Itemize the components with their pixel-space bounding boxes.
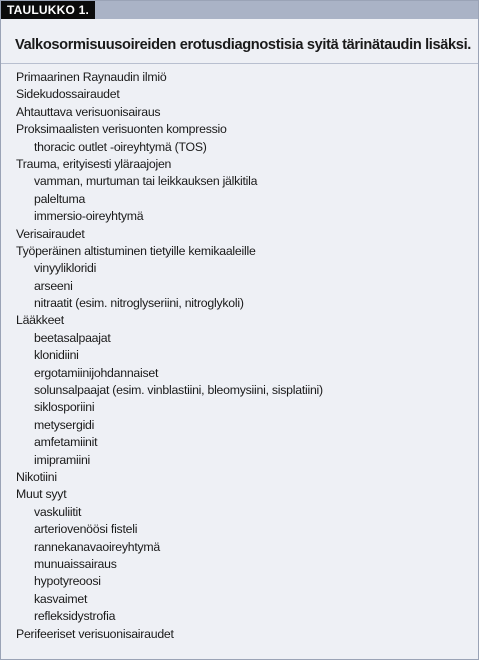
- table-number-label: TAULUKKO 1.: [1, 1, 95, 19]
- subitem-row: siklosporiini: [34, 400, 95, 415]
- table-label-strip: [1, 1, 478, 19]
- category-row: Perifeeriset verisuonisairaudet: [16, 626, 174, 641]
- category-row: Työperäinen altistuminen tietyille kemikaaleille: [16, 243, 256, 258]
- subitem-row: amfetamiinit: [34, 435, 98, 450]
- category-row: Lääkkeet: [16, 313, 64, 328]
- subitem-row: munuaissairaus: [34, 556, 117, 571]
- subitem-row: klonidiini: [34, 348, 79, 363]
- category-row: Ahtauttava verisuonisairaus: [16, 104, 161, 119]
- subitem-row: imipramiini: [34, 452, 91, 467]
- subitem-row: refleksidystrofia: [34, 609, 116, 624]
- subitem-row: paleltuma: [34, 191, 86, 206]
- subitem-row: rannekanavaoireyhtymä: [34, 539, 160, 554]
- subitem-row: beetasalpaajat: [34, 330, 111, 345]
- subitem-row: kasvaimet: [34, 591, 88, 606]
- diagnosis-list: [1, 69, 478, 643]
- subitem-row: solunsalpaajat (esim. vinblastiini, bleomysiini, sisplatiini): [34, 383, 323, 398]
- subitem-row: hypotyreoosi: [34, 574, 101, 589]
- subitem-row: immersio-oireyhtymä: [34, 209, 144, 224]
- category-row: Nikotiini: [16, 469, 57, 484]
- category-row: Primaarinen Raynaudin ilmiö: [16, 70, 167, 84]
- subitem-row: ergotamiinijohdannaiset: [34, 365, 159, 380]
- subitem-row: vamman, murtuman tai leikkauksen jälkitila: [34, 174, 258, 189]
- subitem-row: vaskuliitit: [34, 504, 82, 519]
- category-row: Proksimaalisten verisuonten kompressio: [16, 122, 227, 137]
- subitem-row: arteriovenöösi fisteli: [34, 522, 138, 537]
- caption-divider: [1, 63, 478, 64]
- category-row: Verisairaudet: [16, 226, 85, 241]
- category-row: Sidekudossairaudet: [16, 87, 120, 102]
- subitem-row: vinyylikloridi: [34, 261, 97, 276]
- subitem-row: arseeni: [34, 278, 73, 293]
- table-caption: Valkosormisuusoireiden erotusdiagnostisia syitä tärinätaudin lisäksi.: [15, 37, 471, 53]
- subitem-row: thoracic outlet -oireyhtymä (TOS): [34, 139, 207, 154]
- category-row: Muut syyt: [16, 487, 67, 502]
- category-row: Trauma, erityisesti yläraajojen: [16, 156, 172, 171]
- subitem-row: nitraatit (esim. nitroglyseriini, nitroglykoli): [34, 296, 244, 311]
- subitem-row: metysergidi: [34, 417, 95, 432]
